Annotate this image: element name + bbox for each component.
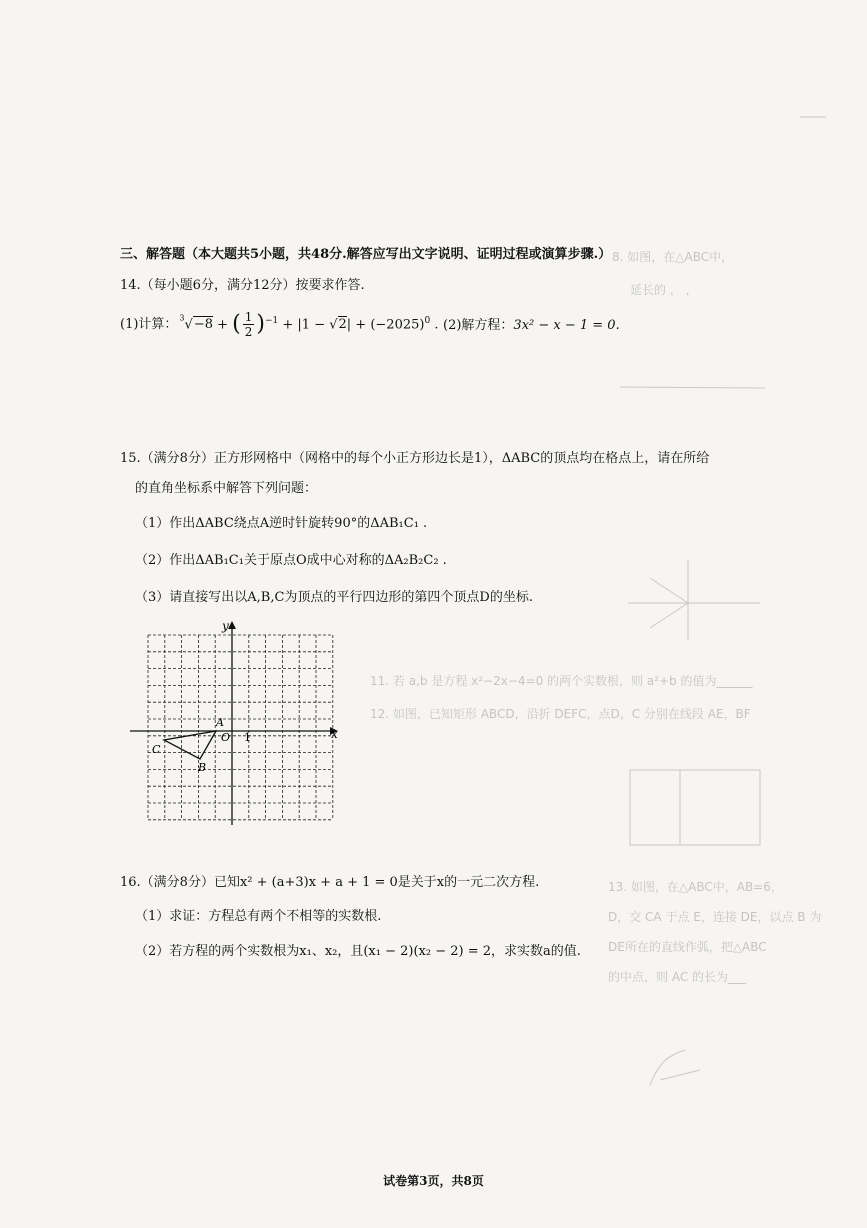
q16-subquestion-1: （1）求证：方程总有两个不相等的实数根. <box>135 909 382 924</box>
q15-subquestion-1: （1）作出ΔABC绕点A逆时针旋转90°的ΔAB₁C₁ . <box>135 516 428 531</box>
label-b: B <box>198 761 207 774</box>
label-a: A <box>216 716 224 729</box>
bleed-text-8: 的中点，则 AC 的长为___ <box>608 970 747 984</box>
bleed-text-5: 13. 如图，在△ABC中，AB=6， <box>608 880 783 894</box>
section-heading: 三、解答题（本大题共5小题，共48分.解答应写出文字说明、证明过程或演算步骤.） <box>120 247 612 262</box>
q16-header: 16.（满分8分）已知x² + (a+3)x + a + 1 = 0是关于x的一元二次方程. <box>120 875 540 890</box>
q15-subquestion-2: （2）作出ΔAB₁C₁关于原点O成中心对称的ΔA₂B₂C₂ . <box>135 553 447 568</box>
bleed-text-1: 8. 如图，在△ABC中， <box>612 250 734 264</box>
bleed-text-2: 延长的 ， ， <box>630 283 698 297</box>
q14-header: 14.（每小题6分，满分12分）按要求作答. <box>120 278 365 293</box>
bleed-text-4: 12. 如图，已知矩形 ABCD，沿折 DEFC，点D，C 分别在线段 AE，BF <box>370 707 751 721</box>
bleed-text-3: 11. 若 a,b 是方程 x²−2x−4=0 的两个实数根，则 a²+b 的值为______ <box>370 674 753 688</box>
label-x: x <box>331 727 338 741</box>
q15-header-cont: 的直角坐标系中解答下列问题： <box>135 481 318 496</box>
label-one: 1 <box>244 731 251 744</box>
q14-equation: 3x² − x − 1 = 0. <box>513 318 620 333</box>
label-origin: O <box>221 731 231 744</box>
q15-header: 15.（满分8分）正方形网格中（网格中的每个小正方形边长是1），ΔABC的顶点均在格点上，请在所给 <box>120 451 710 466</box>
q14-expression: $^3$√−8 + ( $\frac{1}{2}$ )$^{-1} + |1 - √2| + (-2025)^0$ . <box>179 310 439 340</box>
label-y: y <box>222 620 229 633</box>
q15-subquestion-3: （3）请直接写出以A,B,C为顶点的平行四边形的第四个顶点D的坐标. <box>135 590 533 605</box>
q14-part1 <box>120 310 438 340</box>
bleed-text-6: D，交 CA 于点 E，连接 DE，以点 B 为 <box>608 910 822 924</box>
page-footer: 试卷第3页，共8页 <box>383 1174 484 1188</box>
y-axis-arrow <box>228 621 236 629</box>
coordinate-grid <box>128 620 348 830</box>
label-c: C <box>152 743 161 756</box>
q14-part1-label: (1)计算： <box>120 317 178 333</box>
q16-subquestion-2: （2）若方程的两个实数根为x₁、x₂，且(x₁ − 2)(x₂ − 2) = 2，求实数a的值. <box>135 944 581 959</box>
triangle-abc <box>164 731 216 759</box>
q14-part2 <box>443 318 620 334</box>
bleed-text-7: DE所在的直线作弧，把△ABC <box>608 940 767 954</box>
q14-part2-label: (2)解方程： <box>443 318 514 333</box>
